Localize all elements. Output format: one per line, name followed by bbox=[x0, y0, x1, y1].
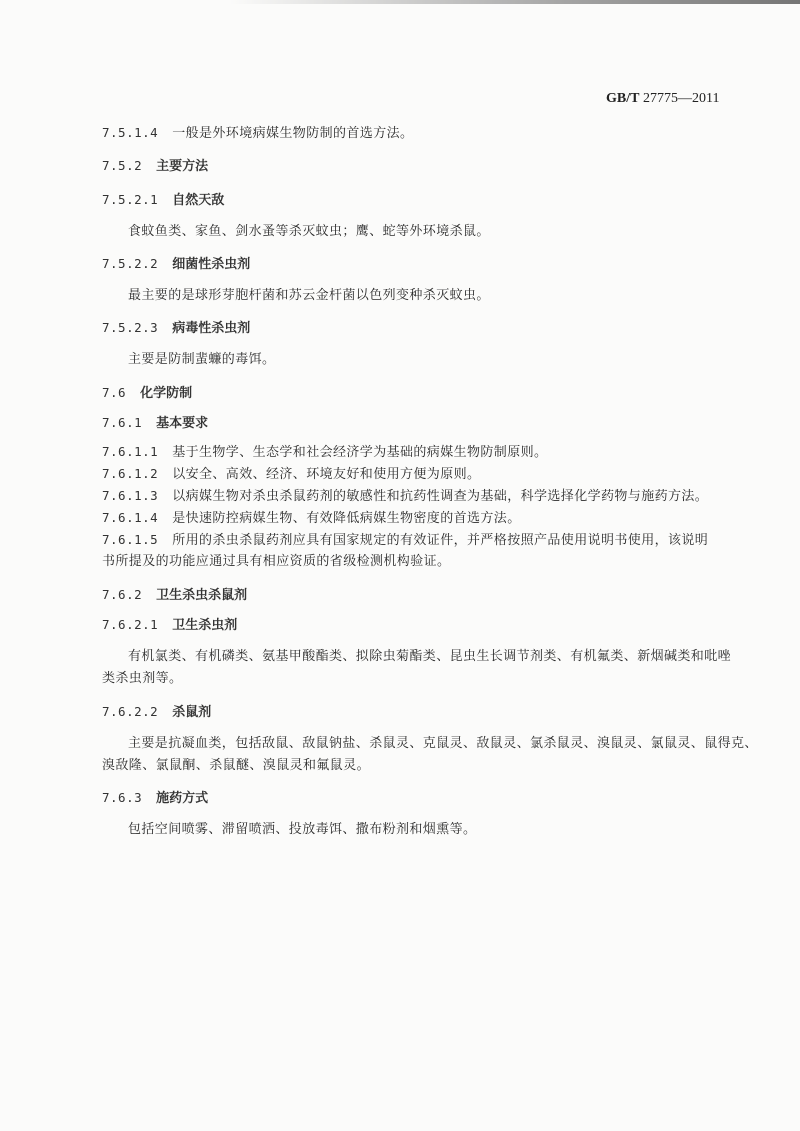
clause-text: 以病媒生物对杀虫杀鼠药剂的敏感性和抗药性调查为基础，科学选择化学药物与施药方法。 bbox=[172, 489, 709, 504]
paragraph-7-6-2-1-cont bbox=[102, 671, 182, 687]
heading-number: 7.6.2 bbox=[102, 587, 143, 602]
heading-title: 卫生杀虫剂 bbox=[172, 618, 238, 633]
paragraph-text: 包括空间喷雾、滞留喷洒、投放毒饵、撒布粉剂和烟熏等。 bbox=[128, 822, 477, 837]
clause-7-6-1-3 bbox=[102, 488, 708, 505]
heading-number: 7.5.2.2 bbox=[102, 256, 159, 271]
paragraph-7-6-2-2-cont bbox=[102, 758, 370, 774]
heading-number: 7.6 bbox=[102, 385, 127, 400]
clause-number: 7.6.1.2 bbox=[102, 466, 159, 481]
clause-number: 7.6.1.5 bbox=[102, 532, 159, 547]
heading-number: 7.5.2 bbox=[102, 158, 143, 173]
paragraph-text-continued: 溴敌隆、氯鼠酮、杀鼠醚、溴鼠灵和氟鼠灵。 bbox=[102, 758, 371, 773]
heading-number: 7.5.2.1 bbox=[102, 192, 159, 207]
clause-7-6-1-1 bbox=[102, 444, 547, 461]
heading-number: 7.6.1 bbox=[102, 415, 143, 430]
clause-number: 7.6.1.4 bbox=[102, 510, 159, 525]
clause-number: 7.6.1.3 bbox=[102, 488, 159, 503]
heading-number: 7.6.2.1 bbox=[102, 617, 159, 632]
clause-7-6-1-4 bbox=[102, 510, 521, 527]
heading-number: 7.5.2.3 bbox=[102, 320, 159, 335]
scan-edge-shadow bbox=[230, 0, 800, 4]
heading-number: 7.6.2.2 bbox=[102, 704, 159, 719]
clause-text: 所用的杀虫杀鼠药剂应具有国家规定的有效证件，并严格按照产品使用说明书使用，该说明 bbox=[172, 533, 709, 548]
clause-number: 7.6.1.1 bbox=[102, 444, 159, 459]
heading-7-6-3 bbox=[102, 790, 208, 807]
clause-text: 基于生物学、生态学和社会经济学为基础的病媒生物防制原则。 bbox=[172, 445, 548, 460]
clause-7-6-1-5 bbox=[102, 532, 708, 549]
paragraph-7-5-2-3 bbox=[128, 352, 275, 368]
standard-number: 27775—2011 bbox=[642, 91, 720, 106]
clause-number: 7.5.1.4 bbox=[102, 125, 159, 140]
heading-title: 主要方法 bbox=[156, 159, 209, 174]
clause-text: 以安全、高效、经济、环境友好和使用方便为原则。 bbox=[172, 467, 481, 482]
heading-number: 7.6.3 bbox=[102, 790, 143, 805]
heading-7-5-2-2 bbox=[102, 256, 250, 273]
clause-text: 一般是外环境病媒生物防制的首选方法。 bbox=[172, 126, 414, 141]
standard-code bbox=[606, 91, 719, 107]
paragraph-text: 最主要的是球形芽胞杆菌和苏云金杆菌以色列变种杀灭蚊虫。 bbox=[128, 288, 490, 303]
heading-7-6-2-2 bbox=[102, 704, 211, 721]
heading-title: 卫生杀虫杀鼠剂 bbox=[156, 588, 248, 603]
paragraph-7-5-2-2 bbox=[128, 288, 490, 304]
standard-prefix: GB/T bbox=[606, 91, 640, 106]
heading-7-6-2 bbox=[102, 587, 247, 604]
clause-text: 是快速防控病媒生物、有效降低病媒生物密度的首选方法。 bbox=[172, 511, 521, 526]
paragraph-text: 有机氯类、有机磷类、氨基甲酸酯类、拟除虫菊酯类、昆虫生长调节剂类、有机氟类、新烟碱类和吡唑 bbox=[128, 649, 732, 664]
heading-7-5-2 bbox=[102, 158, 208, 175]
heading-7-6-2-1 bbox=[102, 617, 237, 634]
paragraph-7-6-3 bbox=[128, 822, 476, 838]
clause-text-continued: 书所提及的功能应通过具有相应资质的省级检测机构验证。 bbox=[102, 554, 451, 569]
paragraph-text: 主要是防制蜚蠊的毒饵。 bbox=[128, 352, 276, 367]
paragraph-text: 主要是抗凝血类，包括敌鼠、敌鼠钠盐、杀鼠灵、克鼠灵、敌鼠灵、氯杀鼠灵、溴鼠灵、氯鼠灵、鼠得克、 bbox=[128, 736, 758, 751]
heading-7-6 bbox=[102, 385, 192, 402]
paragraph-7-6-2-1 bbox=[128, 649, 731, 665]
paragraph-7-6-2-2 bbox=[128, 736, 758, 752]
heading-title: 病毒性杀虫剂 bbox=[172, 321, 251, 336]
heading-7-5-2-3 bbox=[102, 320, 250, 337]
clause-7-6-1-2 bbox=[102, 466, 480, 483]
clause-7-6-1-5-cont bbox=[102, 554, 450, 570]
heading-title: 自然天敌 bbox=[172, 193, 225, 208]
heading-title: 杀鼠剂 bbox=[172, 705, 212, 720]
heading-title: 细菌性杀虫剂 bbox=[172, 257, 251, 272]
paragraph-text: 食蚊鱼类、家鱼、剑水蚤等杀灭蚊虫；鹰、蛇等外环境杀鼠。 bbox=[128, 224, 490, 239]
heading-7-6-1 bbox=[102, 415, 208, 432]
heading-title: 化学防制 bbox=[140, 386, 193, 401]
paragraph-text-continued: 类杀虫剂等。 bbox=[102, 671, 183, 686]
heading-title: 基本要求 bbox=[156, 416, 209, 431]
heading-title: 施药方式 bbox=[156, 791, 209, 806]
paragraph-7-5-2-1 bbox=[128, 224, 490, 240]
heading-7-5-2-1 bbox=[102, 192, 224, 209]
clause-7-5-1-4 bbox=[102, 125, 413, 142]
